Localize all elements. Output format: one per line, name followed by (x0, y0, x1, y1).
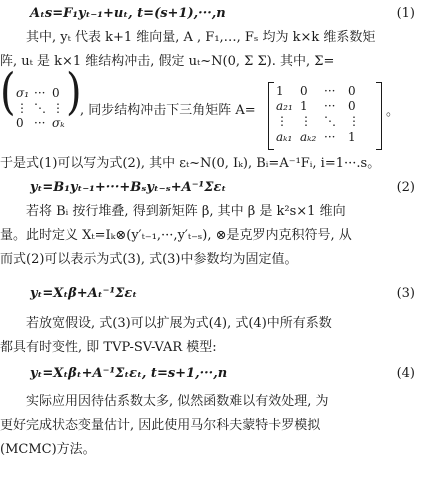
equation-4-number: (4) (396, 366, 415, 381)
paragraph-1-line-2: 阵, uₜ 是 k×1 维结构冲击, 假定 uₜ~N(0, Σ Σ). 其中, Σ= (0, 54, 335, 69)
a-matrix-left-bracket (268, 82, 274, 150)
paragraph-4-line-3: (MCMC)方法。 (0, 442, 96, 457)
paragraph-3-line-2: 都具有时变性, 即 TVP-SV-VAR 模型: (0, 340, 217, 355)
a-matrix-row-1: 1 0 ··· 0 (276, 84, 356, 98)
equation-2-number: (2) (396, 180, 415, 195)
equation-1-number: (1) (396, 6, 415, 21)
a-matrix-row-3: ⋮ ⋮ ⋱ ⋮ (276, 114, 360, 128)
paragraph-2-line-3: 而式(2)可以表示为式(3), 式(3)中参数均为固定值。 (0, 252, 298, 267)
equation-4-text: yₜ=Xₜβₜ+A⁻¹Σₜεₜ, t=s+1,···,n (30, 366, 228, 381)
a-matrix-row-2: a₂₁ 1 ··· 0 (276, 99, 356, 113)
equation-2-text: yₜ=B₁yₜ₋₁+···+Bₛyₜ₋ₛ+A⁻¹Σεₜ (30, 180, 227, 195)
sigma-matrix-row-3: 0 ··· σₖ (16, 116, 65, 130)
paragraph-4-line-2: 更好完成状态变量估计, 因此使用马尔科夫蒙特卡罗模拟 (0, 418, 321, 433)
a-matrix-period: 。 (386, 104, 400, 119)
equation-3-number: (3) (396, 286, 415, 301)
equation-2 (0, 178, 439, 198)
paragraph-4-line-1: 实际应用因待估系数太多, 似然函数难以有效处理, 为 (26, 394, 329, 409)
sigma-matrix-right-paren: ) (66, 63, 82, 121)
paragraph-1-line-4: 于是式(1)可以写为式(2), 其中 εₜ~N(0, Iₖ), Bᵢ=A⁻¹Fᵢ, i=1···.s。 (0, 156, 381, 171)
paragraph-1-line-3-text: , 同步结构冲击下三角矩阵 A= (80, 103, 256, 118)
equation-3 (0, 284, 439, 304)
sigma-matrix-left-paren: ( (0, 63, 16, 121)
a-matrix-row-4: aₖ₁ aₖ₂ ··· 1 (276, 130, 356, 144)
equation-4 (0, 364, 439, 384)
paragraph-3-line-1: 若放宽假设, 式(3)可以扩展为式(4), 式(4)中所有系数 (26, 316, 332, 331)
paragraph-1-line-1: 其中, yₜ 代表 k+1 维向量, A , F₁,…, Fₛ 均为 k×k 维系数矩 (26, 30, 376, 45)
a-matrix-right-bracket (376, 82, 382, 150)
sigma-matrix-row-2: ⋮ ⋱ ⋮ (16, 101, 64, 115)
equation-1-text: Aₜs=F₁yₜ₋₁+uₜ, t=(s+1),···,n (30, 6, 226, 21)
equation-1 (0, 4, 439, 24)
equation-3-text: yₜ=Xₜβ+Aₜ⁻¹Σεₜ (30, 286, 138, 301)
sigma-matrix-row-1: σ₁ ··· 0 (16, 86, 60, 100)
paragraph-2-line-2: 量。此时定义 Xₜ=Iₖ⊗(y′ₜ₋₁,···,y′ₜ₋ₛ), ⊗是克罗内克积符号, 从 (0, 228, 352, 243)
paragraph-2-line-1: 若将 Bᵢ 按行堆叠, 得到新矩阵 β, 其中 β 是 k²s×1 维向 (26, 204, 346, 219)
